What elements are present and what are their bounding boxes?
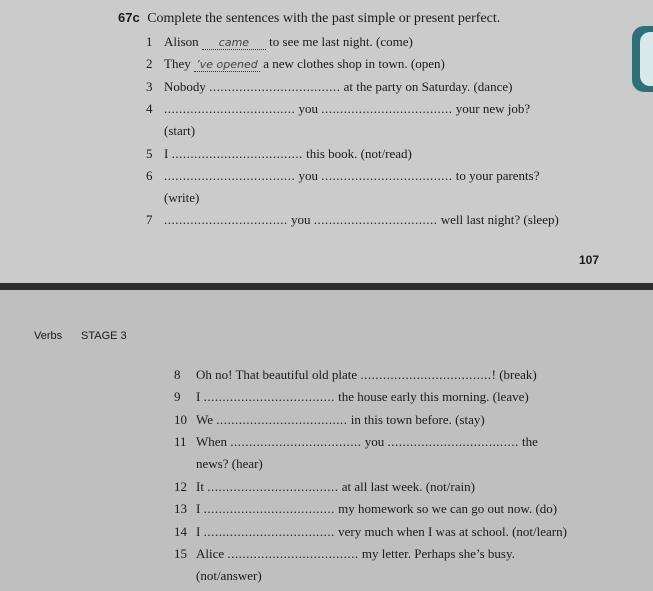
- item-number: 8: [174, 367, 181, 382]
- answer-blank[interactable]: ...................................: [360, 367, 492, 382]
- answer-blank[interactable]: ...................................: [209, 79, 341, 94]
- item-number: 14: [174, 524, 187, 539]
- item-text: my letter. Perhaps she’s busy.: [361, 546, 515, 561]
- answer-field-1[interactable]: came: [202, 36, 266, 50]
- item-text: Alison: [164, 34, 199, 49]
- item-text: Nobody: [164, 79, 206, 94]
- item-text: you: [291, 212, 311, 227]
- item-text: Oh no! That beautiful old plate: [196, 367, 358, 382]
- item-hint: news? (hear): [196, 456, 263, 471]
- item-text: very much when I was at school. (not/learn): [338, 524, 567, 539]
- item-text: my homework so we can go out now. (do): [338, 501, 558, 516]
- item-text: to your parents?: [455, 168, 540, 183]
- item-number: 1: [146, 34, 153, 49]
- item-text: They: [164, 56, 191, 71]
- exercise-item-3: [164, 79, 512, 95]
- item-number: 4: [146, 101, 153, 116]
- item-number: 11: [174, 434, 187, 449]
- exercise-item-6: [164, 168, 540, 184]
- exercise-item-14: [196, 524, 567, 540]
- page-divider: [0, 283, 653, 290]
- item-text: the: [522, 434, 538, 449]
- exercise-item-12: [196, 479, 475, 495]
- answer-blank[interactable]: ...................................: [203, 524, 335, 539]
- item-hint: (start): [164, 123, 196, 138]
- item-hint: (write): [164, 190, 200, 205]
- answer-blank[interactable]: .................................: [313, 212, 438, 227]
- exercise-item-2: [164, 56, 445, 72]
- answer-blank[interactable]: ...................................: [227, 546, 359, 561]
- exercise-item-11: [196, 434, 538, 450]
- item-text: I: [196, 524, 201, 539]
- item-text: a new clothes shop in town. (open): [263, 56, 445, 71]
- exercise-item-9: [196, 389, 529, 405]
- item-number: 3: [146, 79, 153, 94]
- item-text: ! (break): [491, 367, 537, 382]
- exercise-item-4: [164, 101, 530, 117]
- item-text: When: [196, 434, 228, 449]
- item-text: to see me last night. (come): [269, 34, 413, 49]
- item-number: 13: [174, 501, 187, 516]
- stage-label: STAGE 3: [81, 330, 127, 342]
- item-text: you: [298, 168, 318, 183]
- exercise-item-7: [164, 212, 559, 228]
- answer-blank[interactable]: ...................................: [321, 168, 453, 183]
- answer-blank[interactable]: ...................................: [164, 168, 296, 183]
- section-title: Verbs: [34, 330, 63, 342]
- item-text: this book. (not/read): [306, 146, 412, 161]
- exercise-number: 67c: [118, 10, 140, 25]
- item-text: We: [196, 412, 213, 427]
- item-text: I: [196, 389, 201, 404]
- item-text: I: [164, 146, 169, 161]
- answer-blank[interactable]: ...................................: [321, 101, 453, 116]
- answer-blank[interactable]: ...................................: [207, 479, 339, 494]
- page-tab-marker-inner: [640, 32, 653, 86]
- item-text: in this town before. (stay): [350, 412, 485, 427]
- item-text: at all last week. (not/rain): [341, 479, 475, 494]
- item-number: 12: [174, 479, 187, 494]
- item-text: you: [298, 101, 318, 116]
- exercise-item-1: [164, 34, 413, 50]
- exercise-item-8: [196, 367, 537, 383]
- answer-blank[interactable]: ...................................: [164, 101, 296, 116]
- item-text: the house early this morning. (leave): [338, 389, 529, 404]
- item-number: 2: [146, 56, 153, 71]
- item-number: 7: [146, 212, 153, 227]
- exercise-item-15: [196, 546, 515, 562]
- answer-blank[interactable]: ...................................: [203, 389, 335, 404]
- answer-blank[interactable]: ...................................: [203, 501, 335, 516]
- page-number: 107: [579, 253, 600, 267]
- item-number: 6: [146, 168, 153, 183]
- answer-blank[interactable]: ...................................: [216, 412, 348, 427]
- answer-blank[interactable]: .................................: [164, 212, 288, 227]
- answer-field-2[interactable]: ’ve opened: [194, 58, 260, 72]
- item-text: Alice: [196, 546, 225, 561]
- item-text: It: [196, 479, 204, 494]
- item-number: 10: [174, 412, 187, 427]
- answer-blank[interactable]: ...................................: [387, 434, 519, 449]
- exercise-instructions: Complete the sentences with the past simple or present perfect.: [147, 11, 501, 26]
- exercise-item-10: [196, 412, 485, 428]
- exercise-item-13: [196, 501, 557, 517]
- item-text: well last night? (sleep): [440, 212, 559, 227]
- answer-blank[interactable]: ...................................: [171, 146, 303, 161]
- item-text: your new job?: [455, 101, 531, 116]
- item-text: you: [364, 434, 385, 449]
- exercise-title: [118, 10, 500, 27]
- item-text: at the party on Saturday. (dance): [343, 79, 513, 94]
- item-text: I: [196, 501, 201, 516]
- exercise-item-5: [164, 146, 412, 162]
- item-number: 15: [174, 546, 187, 561]
- item-number: 5: [146, 146, 153, 161]
- item-hint: (not/answer): [196, 568, 262, 583]
- answer-blank[interactable]: ...................................: [230, 434, 362, 449]
- item-number: 9: [174, 389, 181, 404]
